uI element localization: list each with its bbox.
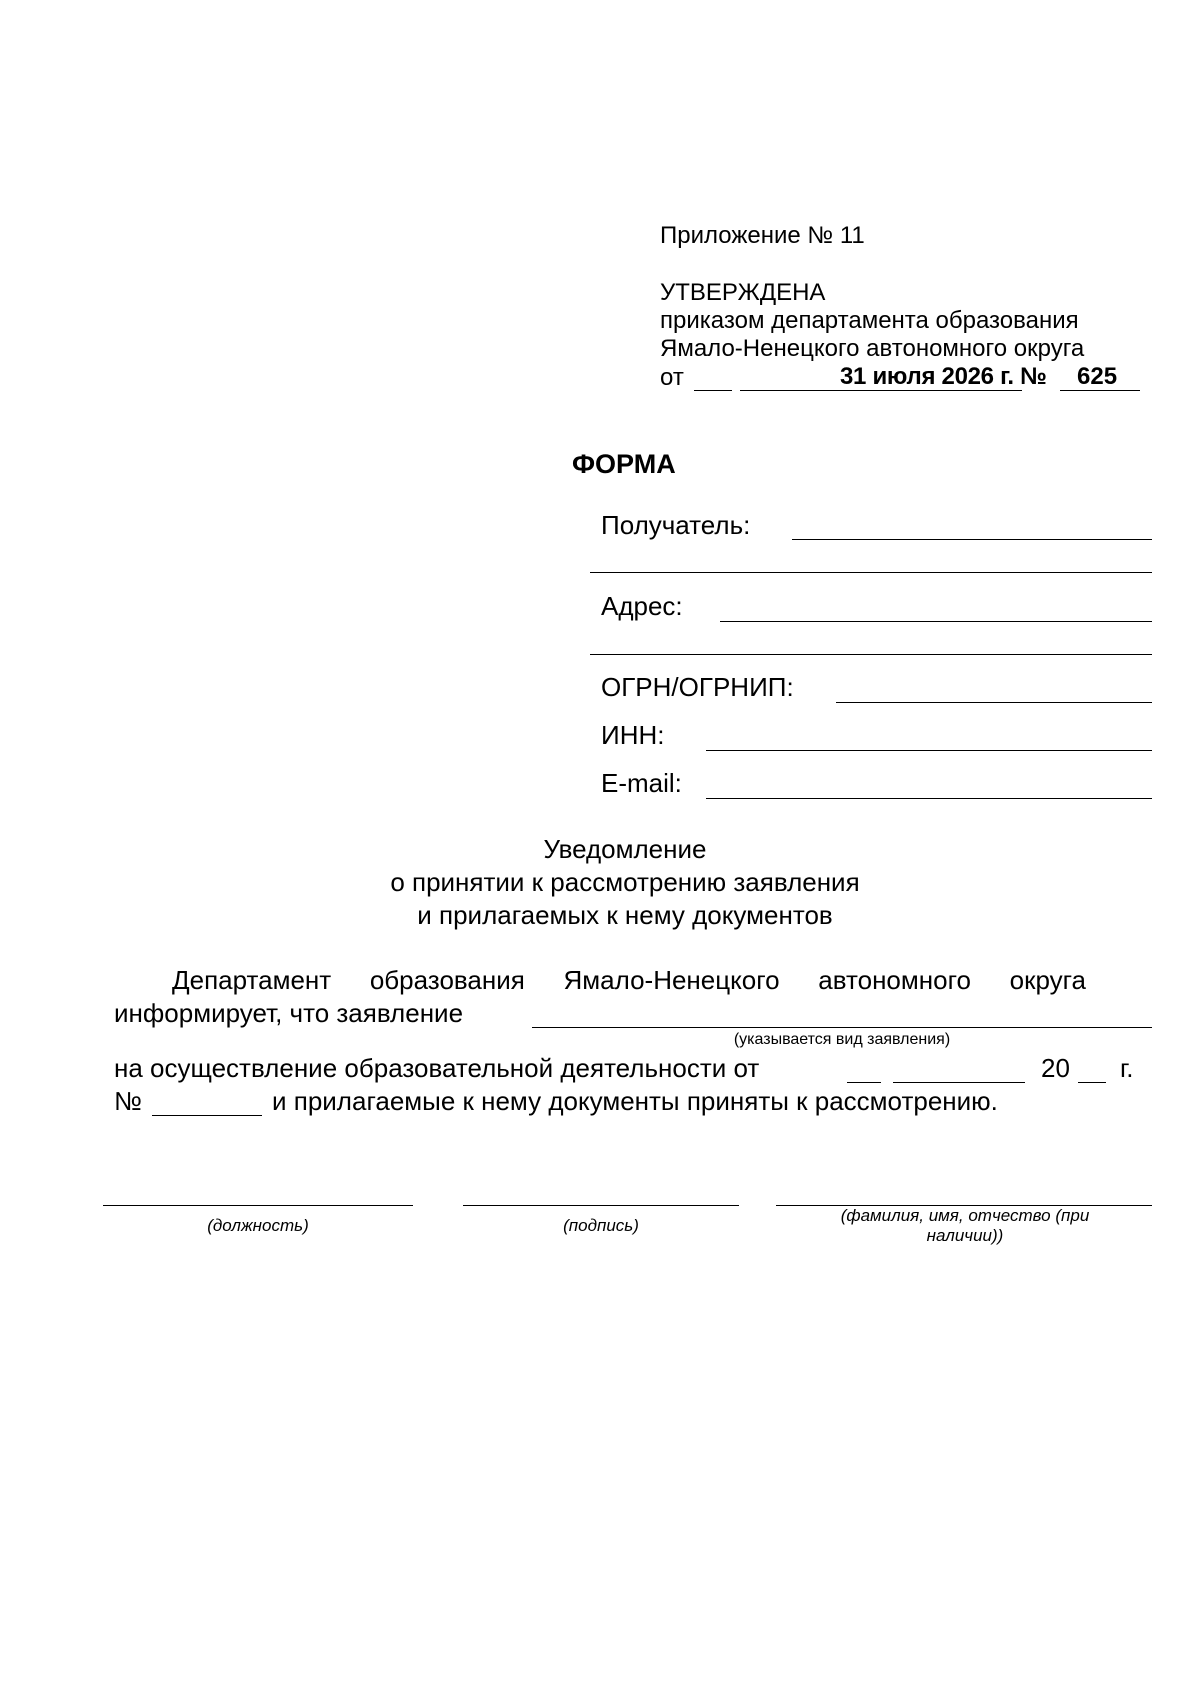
ogrn-label: ОГРН/ОГРНИП: [601, 672, 794, 702]
body-line-1: Департамент образования Ямало-Ненецкого автономного округа [172, 965, 1086, 995]
notice-title-line-2: о принятии к рассмотрению заявления [390, 867, 860, 897]
body-year-line [1078, 1082, 1106, 1083]
recipient-field-line-2 [590, 572, 1152, 573]
approved-label: УТВЕРЖДЕНА [660, 279, 826, 306]
body-line-4-suffix: и прилагаемые к нему документы приняты к рассмотрению. [272, 1086, 998, 1116]
order-line-2: Ямало-Ненецкого автономного округа [660, 335, 1085, 362]
inn-field-line [706, 750, 1152, 751]
appendix-number: Приложение № 11 [660, 222, 865, 249]
signature-line [463, 1205, 739, 1206]
application-type-hint: (указывается вид заявления) [733, 1031, 951, 1048]
order-date-stamp: 31 июля 2026 г. № [840, 363, 1047, 390]
notice-title-line-1: Уведомление [543, 834, 707, 864]
form-title: ФОРМА [572, 449, 676, 479]
position-caption: (должность) [207, 1216, 309, 1235]
body-number-line [152, 1115, 262, 1116]
name-caption: (фамилия, имя, отчество (при наличии)) [840, 1206, 1090, 1245]
recipient-field-line [792, 539, 1152, 540]
order-line-1: приказом департамента образования [660, 307, 1079, 334]
email-label: E-mail: [601, 768, 682, 798]
inn-label: ИНН: [601, 720, 665, 750]
email-field-line [706, 798, 1152, 799]
order-number-stamp: 625 [1077, 363, 1118, 390]
body-day-line [847, 1082, 881, 1083]
body-year-suffix: г. [1120, 1053, 1134, 1083]
address-field-line [720, 621, 1152, 622]
body-month-line [893, 1082, 1025, 1083]
ogrn-field-line [836, 702, 1152, 703]
application-type-line [532, 1027, 1152, 1028]
order-day-underline [694, 390, 732, 391]
signature-caption: (подпись) [563, 1216, 639, 1235]
notice-title-line-3: и прилагаемых к нему документов [417, 900, 833, 930]
recipient-label: Получатель: [601, 510, 751, 540]
address-label: Адрес: [601, 591, 683, 621]
order-from-prefix: от [660, 364, 684, 391]
body-line-2-prefix: информирует, что заявление [114, 998, 464, 1028]
body-year-prefix: 20 [1041, 1053, 1070, 1083]
position-line [103, 1205, 413, 1206]
body-number-sign: № [114, 1086, 142, 1116]
address-field-line-2 [590, 654, 1152, 655]
body-line-3-prefix: на осуществление образовательной деятельности от [114, 1053, 760, 1083]
